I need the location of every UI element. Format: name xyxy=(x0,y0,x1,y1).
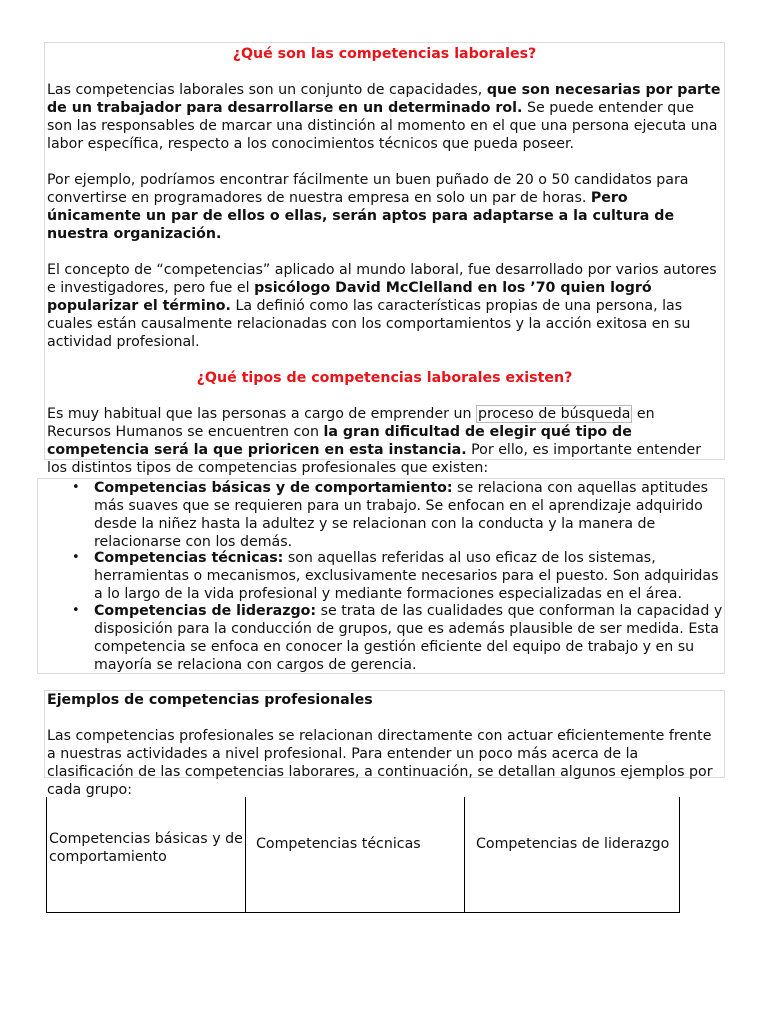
text-run: en Recursos Humanos se encuentren con xyxy=(47,406,655,440)
text-run: Por ello, es importante entender los distintos tipos de competencias profesionales que existen: xyxy=(47,442,702,476)
table-row xyxy=(47,797,680,912)
competencias-table xyxy=(46,797,680,913)
paragraph-definition xyxy=(47,81,722,153)
paragraph-ejemplos: Las competencias profesionales se relacionan directamente con actuar eficientemente frente a nuestras actividades a nivel profesional. Para entender un poco más acerca de la clasificación de las competencias laborares, a continuación, se detallan algunos ejemplos por cada grupo: xyxy=(47,728,713,798)
table-cell-basicas: Competencias básicas y de comportamiento xyxy=(47,797,246,912)
text-run: Las competencias laborales son un conjunto de capacidades, xyxy=(47,82,487,98)
text-run: Es muy habitual que las personas a cargo de emprender un xyxy=(47,406,477,422)
bullet-icon: • xyxy=(72,550,80,565)
table-cell-tecnicas: Competencias técnicas xyxy=(246,797,465,912)
ejemplos-section xyxy=(44,690,725,798)
list-item-text: son aquellas referidas al uso eficaz de los sistemas, herramientas o mecanismos, exclusivamente necesarios para el puesto. Son adquiridas a lo largo de la vida profesional y mediante formaciones especializadas en el área. xyxy=(94,550,719,602)
list-item xyxy=(72,479,724,551)
text-run: Por ejemplo, podríamos encontrar fácilmente un buen puñado de 20 o 50 candidatos para convertirse en programadores de nuestra empresa en solo un par de horas. xyxy=(47,172,689,206)
list-item-term: Competencias básicas y de comportamiento: xyxy=(94,480,453,496)
bold-run: Pero únicamente un par de ellos o ellas, serán aptos para adaptarse a la cultura de nuestra organización. xyxy=(47,190,675,242)
text-run: La definió como las características propias de una persona, las cuales están causalmente relacionadas con los comportamientos y la acción exitosa en su actividad profesional. xyxy=(47,298,691,350)
paragraph-example xyxy=(47,171,722,243)
bullet-icon: • xyxy=(72,603,80,618)
bold-run: que son necesarias por parte de un trabajador para desarrollarse en un determinado rol. xyxy=(47,82,721,116)
paragraph-concept xyxy=(47,261,722,351)
bold-run: la gran dificultad de elegir qué tipo de competencia será la que prioricen en esta instancia. xyxy=(47,424,632,458)
list-item-term: Competencias técnicas: xyxy=(94,550,284,566)
list-item-text: se relaciona con aquellas aptitudes más suaves que se requieren para un trabajo. Se enfocan en el aprendizaje adquirido desde la niñez hasta la adultez y se relacionan con la conducta y la manera de relacionarse con los demás. xyxy=(94,480,708,550)
heading-que-son: ¿Qué son las competencias laborales? xyxy=(232,46,537,62)
intro-section xyxy=(44,42,725,476)
list-item xyxy=(72,549,724,603)
heading-tipos: ¿Qué tipos de competencias laborales existen? xyxy=(196,370,573,386)
bullet-icon: • xyxy=(72,480,80,495)
proceso-busqueda-link[interactable]: proceso de búsqueda xyxy=(478,406,631,422)
heading-ejemplos: Ejemplos de competencias profesionales xyxy=(47,692,373,708)
text-run: El concepto de “competencias” aplicado al mundo laboral, fue desarrollado por varios autores e investigadores, pero fue el xyxy=(47,262,717,296)
list-item xyxy=(72,602,724,674)
paragraph-tipos xyxy=(47,405,722,477)
list-item-term: Competencias de liderazgo: xyxy=(94,603,317,619)
bold-run: psicólogo David McClelland en los ’70 quien logró popularizar el término. xyxy=(47,280,652,314)
text-run: Se puede entender que son las responsables de marcar una distinción al momento en el que una persona ejecuta una labor específica, respecto a los conocimientos técnicos que pueda poseer. xyxy=(47,100,718,152)
table-cell-liderazgo: Competencias de liderazgo xyxy=(465,797,680,912)
competencias-list-section xyxy=(37,478,725,674)
list-item-text: se trata de las cualidades que conforman la capacidad y disposición para la conducción de grupos, que es además plausible de ser medida. Esta competencia se enfoca en conocer la gestión eficiente del equipo de trabajo y en su mayoría se relaciona con cargos de gerencia. xyxy=(94,603,723,673)
